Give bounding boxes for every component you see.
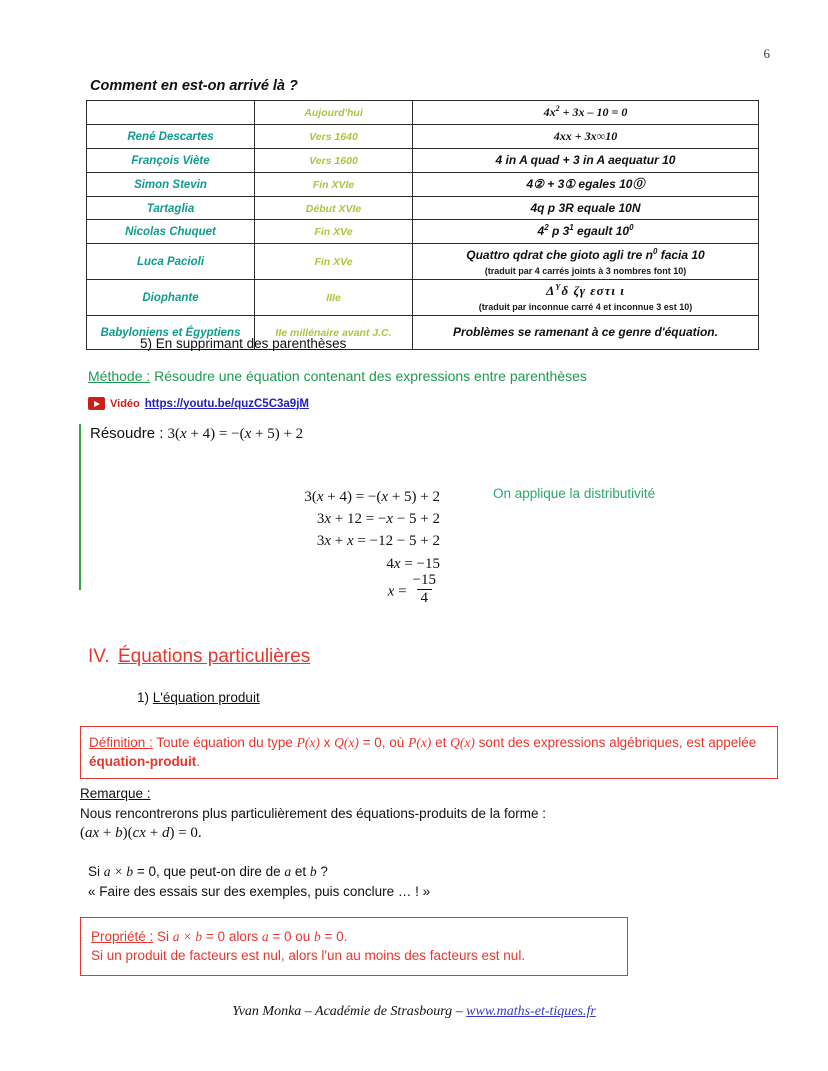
propriete-math-2: a — [261, 929, 269, 944]
methode-label: Méthode : — [88, 368, 151, 384]
section5-number: 5) — [140, 336, 153, 351]
propriete-line1-mid2: = 0 ou — [268, 929, 314, 944]
definition-box — [80, 726, 778, 779]
table-cell-date: Fin XVe — [255, 244, 413, 279]
table-cell-date: IIe millénaire avant J.C. — [255, 315, 413, 349]
expression-translation: (traduit par 4 carrés joints à 3 nombres font 10) — [484, 266, 687, 277]
propriete-line1-pre: Si — [153, 929, 173, 944]
propriete-label: Propriété : — [91, 929, 154, 944]
essais-math-2: a — [284, 864, 292, 879]
definition-text-5: sont des expressions algébriques, est appelée — [474, 735, 757, 750]
history-table-title: Comment en est-on arrivé là ? — [90, 78, 298, 94]
table-cell-date: Fin XVe — [255, 220, 413, 244]
table-row — [87, 279, 759, 315]
table-cell-name: François Viète — [87, 148, 255, 172]
video-label: Vidéo — [110, 397, 140, 410]
table-cell-name: Babyloniens et Égyptiens — [87, 315, 255, 349]
expression-text: 4xx + 3x∞10 — [553, 128, 618, 143]
definition-math-3: P(x) — [408, 735, 432, 750]
solution-step: 3x + x = −12 − 5 + 2 — [316, 533, 440, 550]
expression-text: Problèmes se ramenant à ce genre d'équation. — [453, 324, 718, 339]
definition-math-2: Q(x) — [334, 735, 359, 750]
expression-translation: (traduit par inconnue carré 4 et inconnue 3 est 10) — [478, 301, 693, 312]
definition-math-4: Q(x) — [450, 735, 475, 750]
page-number: 6 — [763, 46, 770, 61]
essais-math-3: b — [309, 864, 317, 879]
table-cell-date: IIIe — [255, 279, 413, 315]
table-cell-expression — [413, 315, 759, 349]
section4-heading — [88, 646, 310, 668]
video-link[interactable]: https://youtu.be/quzC5C3a9jM — [144, 397, 309, 410]
table-cell-date: Début XVIe — [255, 196, 413, 220]
expression-text: 4② + 3① egales 10⓪ — [526, 176, 645, 191]
history-table — [86, 100, 759, 350]
table-row — [87, 124, 759, 148]
expression-text: $4^2$ p $3^1$ egault $10^0$ — [537, 223, 634, 239]
table-cell-name: René Descartes — [87, 124, 255, 148]
remarque-formula: (ax + b)(cx + d) = 0. — [80, 825, 202, 842]
fraction — [409, 573, 440, 607]
section4-number: IV. — [88, 646, 110, 667]
methode-line — [88, 368, 587, 384]
essais-line2: « Faire des essais sur des exemples, puis conclure … ! » — [88, 884, 431, 900]
definition-math-1: P(x) — [296, 735, 320, 750]
table-row — [87, 220, 759, 244]
fraction-denominator: 4 — [417, 589, 433, 607]
propriete-line1-end: = 0. — [320, 929, 348, 944]
definition-text-1: Toute équation du type — [152, 735, 297, 750]
methode-text: Résoudre une équation contenant des expressions entre parenthèses — [150, 368, 587, 384]
remarque-label: Remarque : — [80, 786, 151, 801]
youtube-play-icon[interactable] — [88, 397, 105, 410]
essais-line1 — [88, 862, 430, 882]
table-cell-name: Diophante — [87, 279, 255, 315]
solution-step-final: x = $\frac{-15}{4}$ — [250, 575, 440, 609]
definition-text-2: x — [319, 735, 335, 750]
table-cell-expression — [413, 279, 759, 315]
solution-step: 3x + 12 = −x − 5 + 2 — [316, 511, 440, 528]
table-row — [87, 172, 759, 196]
footer-link[interactable]: www.maths-et-tiques.fr — [466, 1004, 596, 1019]
table-cell-date: Vers 1600 — [255, 148, 413, 172]
table-cell-name: Tartaglia — [87, 196, 255, 220]
distributivity-note: On applique la distributivité — [493, 486, 656, 501]
propriete-box — [80, 917, 628, 976]
propriete-math-3: b — [314, 929, 321, 944]
table-cell-name: Luca Pacioli — [87, 244, 255, 279]
table-cell-expression — [413, 148, 759, 172]
definition-bold-term: équation-produit — [89, 754, 197, 770]
essais-math-1: a × b — [103, 864, 134, 879]
table-cell-expression — [413, 196, 759, 220]
essais-block — [88, 862, 430, 903]
table-row — [87, 101, 759, 125]
footer — [0, 1004, 828, 1020]
propriete-line1 — [91, 927, 617, 946]
propriete-line2: Si un produit de facteurs est nul, alors l'un au moins des facteurs est nul. — [91, 948, 526, 964]
table-cell-name: Nicolas Chuquet — [87, 220, 255, 244]
fraction-numerator: −15 — [412, 571, 436, 588]
essais-line1-mid: = 0, que peut-on dire de — [133, 864, 285, 879]
solution-steps — [250, 486, 440, 609]
table-cell-date: Vers 1640 — [255, 124, 413, 148]
section4-title: Équations particulières — [118, 646, 311, 667]
expression-text: $4x^2 + 3x - 10 = 0$ — [543, 104, 628, 119]
sub1-title: L'équation produit — [152, 690, 260, 705]
table-cell-expression — [413, 101, 759, 125]
essais-line1-mid2: et — [291, 864, 310, 879]
table-row — [87, 244, 759, 279]
table-cell-name — [87, 101, 255, 125]
green-accent-bar — [79, 424, 81, 590]
table-row — [87, 148, 759, 172]
definition-text-3: = 0, où — [358, 735, 409, 750]
footer-author: Yvan Monka – Académie de Strasbourg – — [232, 1004, 467, 1019]
expression-text: $\Delta^\Upsilon\delta$ ζγ εστι ι — [546, 281, 625, 299]
table-cell-expression — [413, 220, 759, 244]
expression-text: 4 in A quad + 3 in A aequatur 10 — [495, 152, 676, 167]
table-cell-name: Simon Stevin — [87, 172, 255, 196]
table-cell-expression — [413, 124, 759, 148]
remarque-line1: Nous rencontrerons plus particulièrement des équations-produits de la forme : — [80, 805, 546, 821]
video-row[interactable] — [88, 397, 309, 410]
essais-line1-end: ? — [316, 864, 328, 879]
table-row — [87, 196, 759, 220]
propriete-line1-mid: = 0 alors — [202, 929, 262, 944]
section5-heading — [140, 336, 346, 351]
resoudre-equation: 3(x + 4) = −(x + 5) + 2 — [167, 426, 304, 442]
table-cell-date: Fin XVIe — [255, 172, 413, 196]
sub1-number: 1) — [137, 690, 150, 705]
expression-text: 4q p 3R equale 10N — [530, 200, 641, 215]
solution-step: 3(x + 4) = −(x + 5) + 2 — [304, 489, 440, 505]
definition-text-4: et — [431, 735, 451, 750]
definition-text-6: . — [196, 754, 200, 770]
resoudre-line — [90, 425, 303, 443]
essais-line1-pre: Si — [88, 864, 104, 879]
solution-step: 4x = −15 — [386, 555, 440, 572]
table-cell-date: Aujourd'hui — [255, 101, 413, 125]
resoudre-label: Résoudre : — [90, 425, 164, 442]
expression-text: Quattro qdrat che gioto agli tre $n^0$ facia 10 — [466, 247, 705, 263]
remarque-block — [80, 784, 546, 845]
table-cell-expression — [413, 244, 759, 279]
propriete-math-1: a × b — [172, 929, 203, 944]
section5-title: En supprimant des parenthèses — [155, 336, 347, 351]
section4-sub1-heading — [137, 690, 260, 705]
table-cell-expression — [413, 172, 759, 196]
definition-label: Définition : — [89, 735, 153, 750]
